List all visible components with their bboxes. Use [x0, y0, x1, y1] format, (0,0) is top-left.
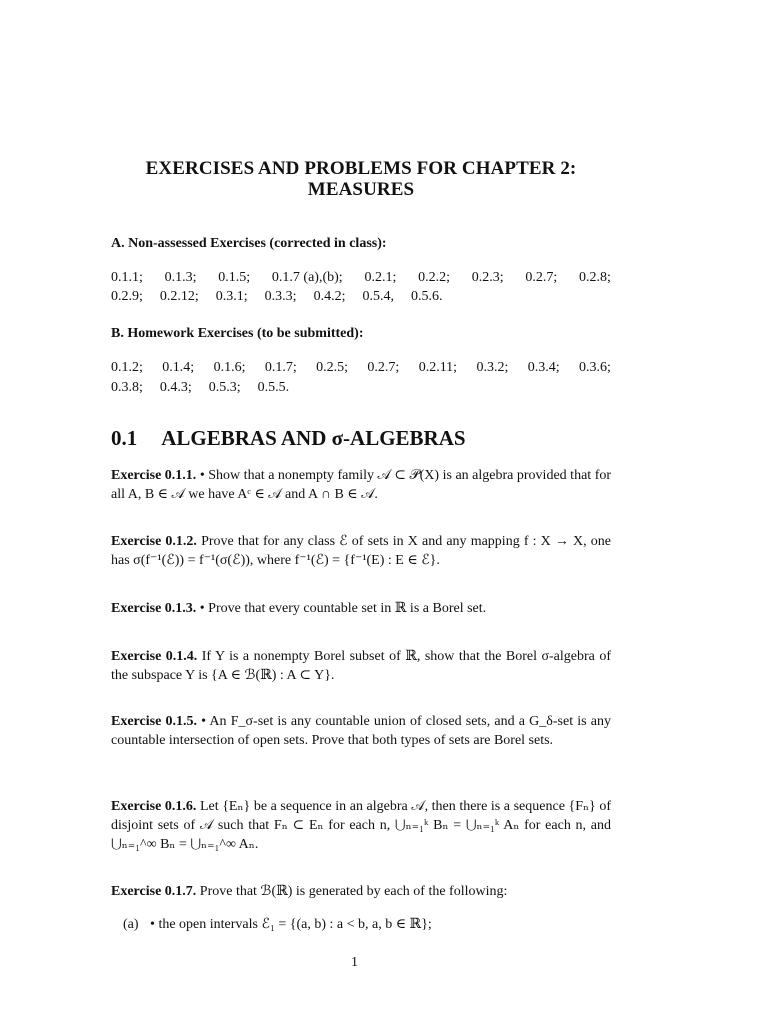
- exercise-label: Exercise 0.1.6.: [111, 799, 197, 814]
- section-b-row-1: [111, 360, 611, 376]
- exercise-0-1-7: [111, 882, 611, 901]
- item-text: • the open intervals ℰ₁ = {(a, b) : a < b, a, b ∈ ℝ};: [150, 917, 432, 932]
- exercise-ref: 0.1.2;: [111, 360, 143, 375]
- exercise-0-1-2: [111, 532, 611, 570]
- exercise-0-1-4: [111, 647, 611, 685]
- exercise-ref: 0.2.1;: [364, 270, 397, 285]
- exercise-0-1-3: [111, 599, 611, 618]
- exercise-text: Prove that for any class ℰ of sets in X and any mapping f : X → X, one has σ(f⁻¹(ℰ)) = f⁻¹(σ(ℰ)), where f⁻¹(ℰ) = {f⁻¹(E) : E ∈ ℰ}.: [111, 534, 612, 568]
- exercise-ref: 0.2.12;: [159, 289, 199, 304]
- exercise-ref: 0.2.8;: [579, 270, 611, 285]
- exercise-label: Exercise 0.1.5.: [111, 714, 197, 729]
- section-number: 0.1: [111, 426, 138, 450]
- exercise-text: • An F_σ-set is any countable union of closed sets, and a G_δ-set is any countable intersection of open sets. Prove that both types of sets are Borel sets.: [111, 714, 611, 748]
- section-title: ALGEBRAS AND σ-ALGEBRAS: [161, 426, 466, 450]
- page-title: [111, 158, 611, 200]
- exercise-ref: 0.3.3;: [264, 289, 297, 304]
- exercise-label: Exercise 0.1.3.: [111, 601, 197, 616]
- exercise-text: • Prove that every countable set in ℝ is a Borel set.: [199, 601, 487, 616]
- exercise-ref: 0.1.1;: [111, 270, 143, 285]
- section-b-row-2: [111, 380, 611, 396]
- exercise-0-1-6: [111, 797, 611, 854]
- exercise-ref: 0.2.9;: [111, 289, 143, 304]
- exercise-ref: 0.1.7 (a),(b);: [271, 270, 343, 285]
- exercise-ref: 0.3.6;: [579, 360, 611, 375]
- section-a-heading: A. Non-assessed Exercises (corrected in class):: [111, 236, 387, 251]
- exercise-ref: 0.3.1;: [215, 289, 248, 304]
- title-line-1: EXERCISES AND PROBLEMS FOR CHAPTER 2:: [145, 158, 577, 179]
- section-heading: [111, 426, 466, 451]
- exercise-0-1-5: [111, 712, 611, 750]
- section-a-row-1: [111, 270, 611, 286]
- exercise-text: Prove that ℬ(ℝ) is generated by each of the following:: [199, 884, 508, 899]
- exercise-ref: 0.5.4,: [362, 289, 394, 304]
- exercise-ref: 0.1.3;: [164, 270, 197, 285]
- exercise-ref: 0.2.2;: [418, 270, 450, 285]
- exercise-ref: 0.3.2;: [476, 360, 509, 375]
- page-number: 1: [351, 955, 358, 970]
- exercise-label: Exercise 0.1.7.: [111, 884, 197, 899]
- exercise-text: Let {Eₙ} be a sequence in an algebra 𝒜, then there is a sequence {Fₙ} of disjoint sets of 𝒜 such that Fₙ ⊂ Eₙ for each n, ⋃ₙ₌₁ᵏ Bₙ = ⋃ₙ₌₁ᵏ Aₙ for each n, and ⋃ₙ₌₁^∞ Bₙ = ⋃ₙ₌₁^∞ Aₙ.: [111, 799, 612, 852]
- exercise-ref: 0.4.3;: [159, 380, 192, 395]
- section-b-heading: B. Homework Exercises (to be submitted):: [111, 326, 364, 341]
- exercise-text: If Y is a nonempty Borel subset of ℝ, show that the Borel σ-algebra of the subspace Y is {A ∈ ℬ(ℝ) : A ⊂ Y}.: [111, 649, 612, 683]
- exercise-ref: 0.3.4;: [527, 360, 560, 375]
- exercise-ref: 0.2.11;: [418, 360, 458, 375]
- exercise-ref: 0.5.3;: [208, 380, 241, 395]
- exercise-label: Exercise 0.1.2.: [111, 534, 197, 549]
- exercise-ref: 0.4.2;: [313, 289, 346, 304]
- item-label: (a): [123, 917, 139, 932]
- exercise-ref: 0.2.7;: [525, 270, 558, 285]
- exercise-label: Exercise 0.1.4.: [111, 649, 198, 664]
- exercise-ref: 0.2.7;: [367, 360, 400, 375]
- exercise-ref: 0.2.5;: [316, 360, 349, 375]
- exercise-text: • Show that a nonempty family 𝒜 ⊂ 𝒫(X) is an algebra provided that for all A, B ∈ 𝒜 we have Aᶜ ∈ 𝒜 and A ∩ B ∈ 𝒜.: [111, 468, 612, 502]
- exercise-0-1-1: [111, 466, 611, 504]
- exercise-ref: 0.1.7;: [264, 360, 297, 375]
- section-a-row-2: [111, 289, 611, 305]
- exercise-ref: 0.3.8;: [111, 380, 143, 395]
- exercise-ref: 0.1.6;: [213, 360, 246, 375]
- exercise-ref: 0.2.3;: [471, 270, 504, 285]
- title-line-2: MEASURES: [307, 179, 415, 200]
- exercise-ref: 0.1.4;: [162, 360, 195, 375]
- list-item-a: [123, 916, 432, 933]
- exercise-ref: 0.5.5.: [257, 380, 290, 395]
- exercise-ref: 0.5.6.: [410, 289, 443, 304]
- exercise-ref: 0.1.5;: [218, 270, 251, 285]
- exercise-label: Exercise 0.1.1.: [111, 468, 197, 483]
